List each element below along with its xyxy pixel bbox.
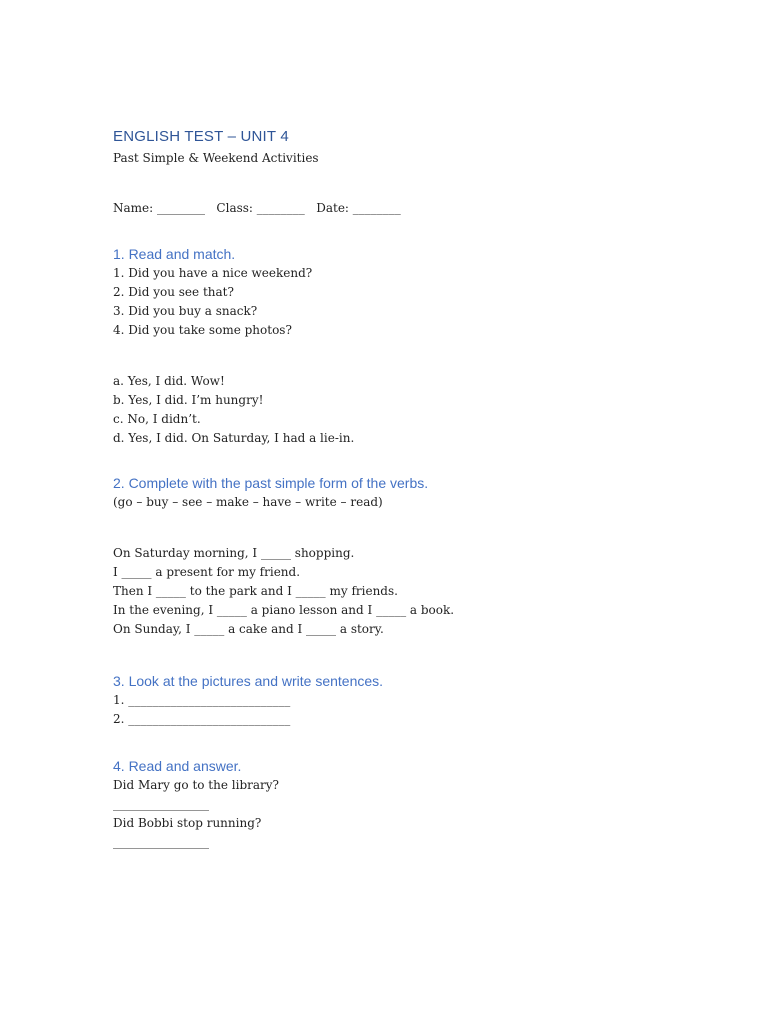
student-info-line: Name: ________ Class: ________ Date: ________: [113, 201, 401, 215]
sentence-answer-line: 1. ___________________________: [113, 693, 291, 707]
page-title: ENGLISH TEST – UNIT 4: [113, 128, 289, 145]
match-question: 1. Did you have a nice weekend?: [113, 266, 313, 280]
match-question: 3. Did you buy a snack?: [113, 304, 258, 318]
fill-in-line: In the evening, I _____ a piano lesson and I _____ a book.: [113, 603, 455, 617]
fill-in-line: On Saturday morning, I _____ shopping.: [113, 546, 355, 560]
reading-question: Did Bobbi stop running?: [113, 816, 262, 830]
fill-in-line: On Sunday, I _____ a cake and I _____ a story.: [113, 622, 384, 636]
reading-question: Did Mary go to the library?: [113, 778, 279, 792]
verb-word-bank: (go – buy – see – make – have – write – read): [113, 495, 383, 509]
answer-blank: ________________: [113, 797, 209, 811]
match-answer: a. Yes, I did. Wow!: [113, 374, 225, 388]
match-question: 2. Did you see that?: [113, 285, 234, 299]
match-answer: c. No, I didn’t.: [113, 412, 201, 426]
match-answer: d. Yes, I did. On Saturday, I had a lie-in.: [113, 431, 355, 445]
answer-blank: ________________: [113, 835, 209, 849]
match-question: 4. Did you take some photos?: [113, 323, 292, 337]
fill-in-line: I _____ a present for my friend.: [113, 565, 301, 579]
worksheet-page: [113, 127, 733, 852]
section-3-heading: 3. Look at the pictures and write sentences.: [113, 673, 384, 689]
match-answer: b. Yes, I did. I’m hungry!: [113, 393, 264, 407]
page-subtitle: Past Simple & Weekend Activities: [113, 151, 319, 165]
sentence-answer-line: 2. ___________________________: [113, 712, 291, 726]
section-2-heading: 2. Complete with the past simple form of the verbs.: [113, 475, 429, 491]
fill-in-line: Then I _____ to the park and I _____ my friends.: [113, 584, 398, 598]
section-1-heading: 1. Read and match.: [113, 246, 236, 262]
section-4-heading: 4. Read and answer.: [113, 758, 242, 774]
